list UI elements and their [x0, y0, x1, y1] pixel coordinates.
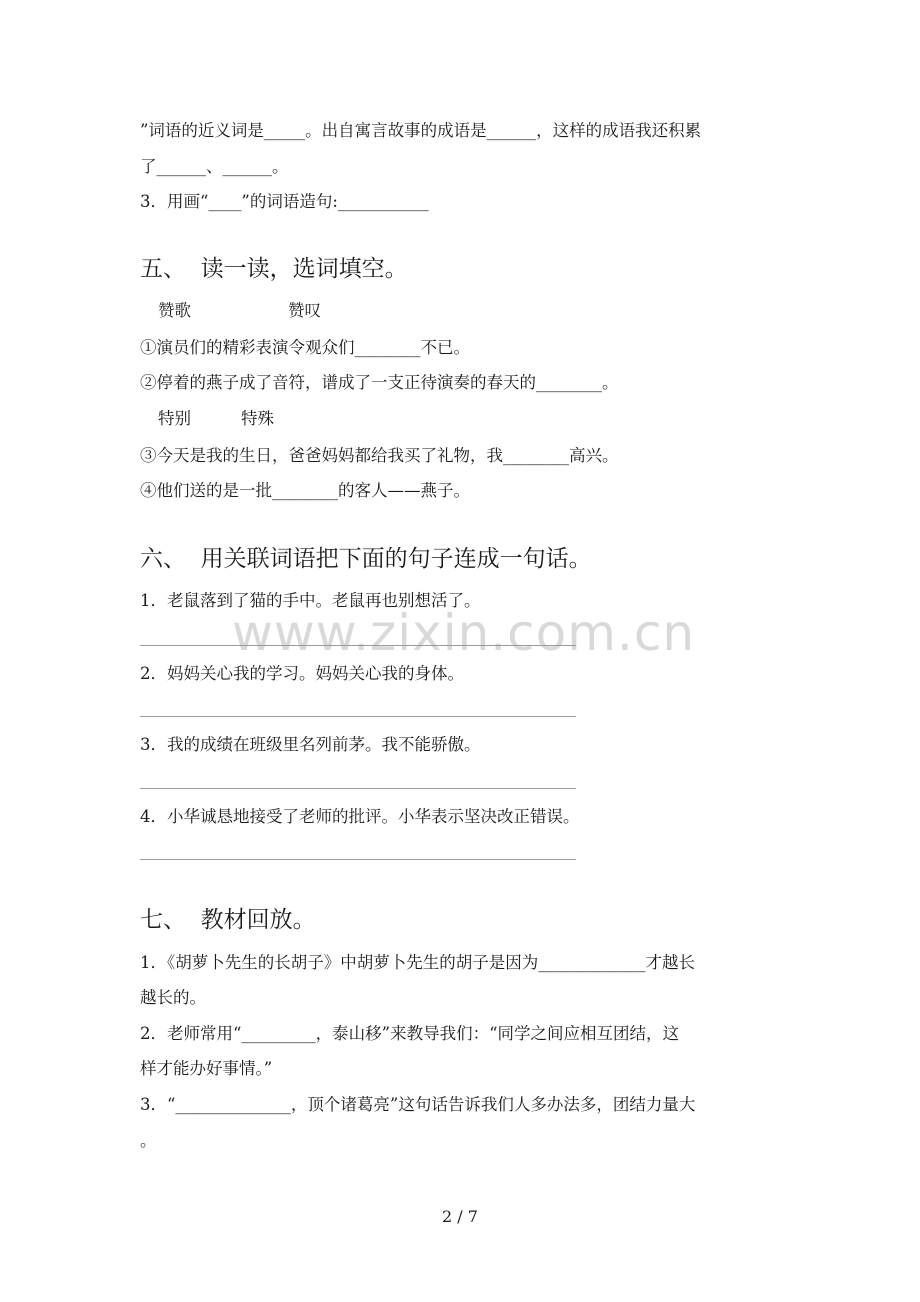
- section7-line-4: 样才能办好事情。”: [140, 1059, 273, 1078]
- answer-line-2[interactable]: [140, 716, 576, 717]
- section7-line-3: 2．老师常用“_________，泰山移”来教导我们：“同学之间应相互团结，这: [140, 1024, 680, 1043]
- section7-line-6: 。: [140, 1131, 157, 1150]
- section6-item-4: 4．小华诚恳地接受了老师的批评。小华表示坚决改正错误。: [140, 807, 580, 826]
- section6-item-1: 1．老鼠落到了猫的手中。老鼠再也别想活了。: [140, 591, 481, 610]
- answer-line-4[interactable]: [140, 859, 576, 860]
- section7-title: 七、 教材回放。: [140, 907, 316, 933]
- section5-question-3: ③今天是我的生日，爸爸妈妈都给我买了礼物，我________高兴。: [140, 446, 619, 465]
- section5-question-1: ①演员们的精彩表演令观众们________不已。: [140, 338, 470, 357]
- word-choice-1a: 赞歌: [158, 301, 191, 320]
- word-choice-1b: 赞叹: [288, 301, 321, 320]
- watermark: www.zixin.com.cn: [232, 604, 696, 662]
- section7-line-5: 3．“______________，顶个诸葛亮”这句话告诉我们人多办法多，团结力量大: [140, 1095, 696, 1114]
- section7-line-1: 1．《胡萝卜先生的长胡子》中胡萝卜先生的胡子是因为_____________才越长: [140, 953, 695, 972]
- word-choice-2b: 特殊: [241, 409, 274, 428]
- section5-question-4: ④他们送的是一批________的客人——燕子。: [140, 481, 470, 500]
- section5-title: 五、 读一读，选词填空。: [140, 256, 408, 282]
- section4-line-2: 了______、______。: [140, 157, 289, 176]
- section6-item-2: 2．妈妈关心我的学习。妈妈关心我的身体。: [140, 664, 464, 683]
- section4-line-3: 3．用画“____”的词语造句:___________: [140, 192, 429, 211]
- section6-title: 六、 用关联词语把下面的句子连成一句话。: [140, 546, 592, 572]
- answer-line-3[interactable]: [140, 788, 576, 789]
- answer-line-1[interactable]: [140, 645, 576, 646]
- section4-line-1: ”词语的近义词是_____。出自寓言故事的成语是______，这样的成语我还积累: [140, 121, 702, 140]
- section7-line-2: 越长的。: [140, 988, 206, 1007]
- word-choice-2a: 特别: [158, 409, 191, 428]
- section5-question-2: ②停着的燕子成了音符，谱成了一支正待演奏的春天的________。: [140, 373, 619, 392]
- page-number: 2 / 7: [442, 1207, 478, 1226]
- section6-item-3: 3．我的成绩在班级里名列前茅。我不能骄傲。: [140, 735, 481, 754]
